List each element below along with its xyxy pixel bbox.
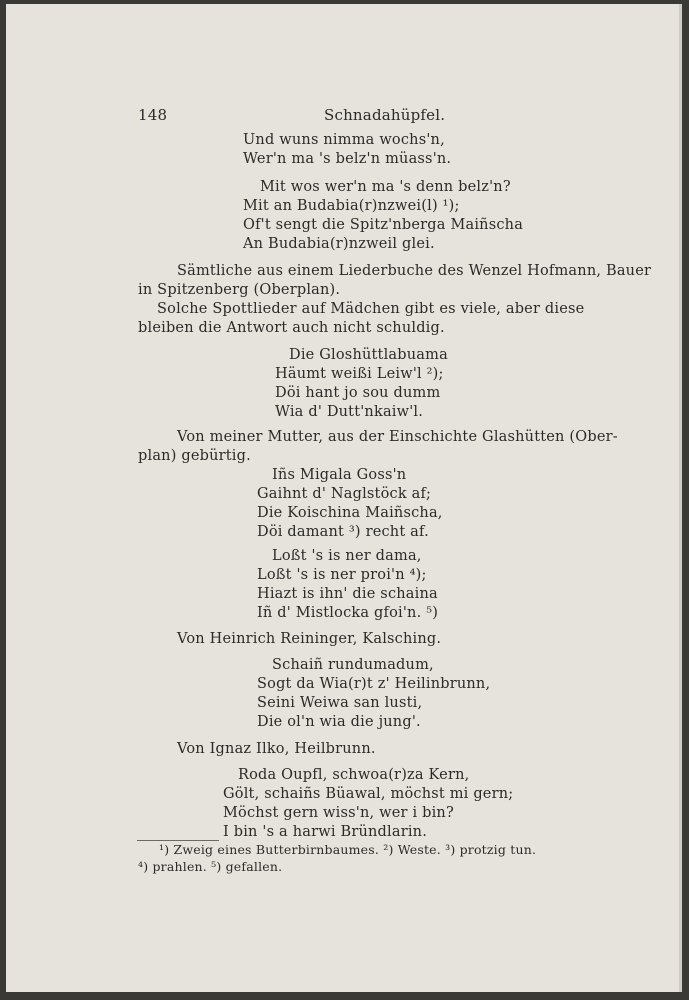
text-line: Mit wos wer'n ma 's denn belz'n? — [260, 179, 511, 195]
text-line: Döi damant ³) recht af. — [257, 524, 429, 540]
text-line: Und wuns nimma wochs'n, — [243, 132, 445, 148]
text-line: Mit an Budabia(r)nzwei(l) ¹); — [243, 198, 460, 214]
text-line: Die Gloshüttlabuama — [289, 347, 448, 363]
text-line: Of't sengt die Spitz'nberga Maiñscha — [243, 217, 524, 233]
book-page — [6, 4, 682, 992]
text-line: Döi hant jo sou dumm — [275, 385, 441, 401]
text-line: Sämtliche aus einem Liederbuche des Wenzel Hofmann, Bauer — [177, 263, 652, 279]
text-line: Roda Oupfl, schwoa(r)za Kern, — [238, 767, 470, 783]
text-line: Sogt da Wia(r)t z' Heilinbrunn, — [257, 676, 491, 692]
footnote-line: ¹) Zweig eines Butterbirnbaumes. ²) Weste. ³) protzig tun. — [159, 842, 537, 857]
text-line: Iñ d' Mistlocka gfoi'n. ⁵) — [257, 605, 439, 621]
text-line: An Budabia(r)nzweil glei. — [243, 236, 435, 252]
running-title: Schnadahüpfel. — [324, 106, 446, 124]
text-line: bleiben die Antwort auch nicht schuldig. — [138, 320, 445, 336]
text-line: plan) gebürtig. — [138, 448, 251, 464]
text-line: Loßt 's is ner dama, — [272, 548, 422, 564]
text-line: Von Heinrich Reininger, Kalsching. — [177, 631, 442, 647]
text-line: Gölt, schaiñs Büawal, möchst mi gern; — [223, 786, 514, 802]
text-line: Von Ignaz Ilko, Heilbrunn. — [177, 741, 376, 757]
text-line: Wer'n ma 's belz'n müass'n. — [243, 151, 452, 167]
text-line: Gaihnt d' Naglstöck af; — [257, 486, 432, 502]
page-number: 148 — [138, 106, 168, 124]
text-line: Solche Spottlieder auf Mädchen gibt es viele, aber diese — [157, 301, 585, 317]
text-line: Loßt 's is ner proi'n ⁴); — [257, 567, 427, 583]
text-line: Seini Weiwa san lusti, — [257, 695, 423, 711]
text-line: Die ol'n wia die jung'. — [257, 714, 421, 730]
text-line: in Spitzenberg (Oberplan). — [138, 282, 341, 298]
text-line: Von meiner Mutter, aus der Einschichte Glashütten (Ober- — [177, 429, 618, 445]
text-line: Möchst gern wiss'n, wer i bin? — [223, 805, 454, 821]
text-line: Iñs Migala Goss'n — [272, 467, 407, 483]
text-line: Hiazt is ihn' die schaina — [257, 586, 438, 602]
text-line: Häumt weißi Leiw'l ²); — [275, 366, 444, 382]
text-line: I bin 's a harwi Bründlarin. — [223, 824, 428, 840]
text-line: Die Koischina Maiñscha, — [257, 505, 443, 521]
text-line: Wia d' Dutt'nkaiw'l. — [275, 404, 424, 420]
text-line: Schaiñ rundumadum, — [272, 657, 434, 673]
footnote-line: ⁴) prahlen. ⁵) gefallen. — [138, 859, 283, 874]
